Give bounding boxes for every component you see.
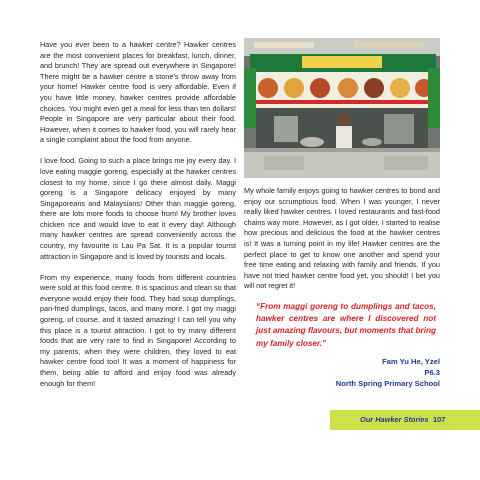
author-name: Fam Yu He, Yzel — [382, 357, 440, 366]
paragraph-2: I love food. Going to such a place brings me joy every day. I love eating maggie goreng, especially at the hawker centres closest to my home, since I go there almost daily. Maggi goreng is a Singapore delicacy enjoyed by many Singaporeans and Malaysians! Other than maggie goreng, there are lots more foods to choose from! My brother loves chicken rice and would love to eat it every day! Although many hawker centres are spread conveniently across the country, my favourite is Lau Pa Sat. It is a popular tourist attraction in Singapore and is loved by tourists and locals. — [40, 156, 236, 261]
author-school: North Spring Primary School — [335, 379, 440, 388]
left-column — [40, 40, 236, 400]
paragraph-4: My whole family enjoys going to hawker centres to bond and enjoy our scrumptious food. When I was younger, I never really liked hawker centres. I loved restaurants and fast-food chains way more. However, as I got older, I started to realise how precious and delicious the food at the hawker centres is! It was a turning point in my life! Hawker centres are the perfect place to get to know one another and spend your free time eating and relaxing with family and friends. If you have not tried hawker centre food yet, you should! I bet you will not regret it! — [244, 186, 440, 291]
author-class: P6.3 — [424, 368, 440, 377]
paragraph-1: Have you ever been to a hawker centre? Hawker centres are the most convenient places for breakfast, lunch, dinner, and brunch! They are spread out everywhere in Singapore! There might be a hawker centre a stone’s throw away from your home! Hawker centre food is very affordable. Even if you have little money, hawker centres provide affordable choices. You might even get a meal for less than ten dollars! People in Singapore are very particular about their food. However, when it comes to hawker food, you will rarely hear a single complaint about the food from anyone. — [40, 40, 236, 145]
paragraph-3: From my experience, many foods from different countries were sold at this food centre. It is spacious and clean so that everyone would enjoy their food. They had soup dumplings, pan-fried dumplings, tacos, and many more. I got my maggi goreng, of course, and it tasted amazing! I can tell you why this place is a tourist attraction. I got to try many different foods that are very rare to find in Singapore! According to my parents, when they were children, they loved to eat hawker centre food too! It was a moment of happiness for them, being able to afford and enjoy food was already enough for them! — [40, 272, 236, 388]
hawker-stall-illustration — [244, 38, 440, 178]
pull-quote: “From maggi goreng to dumplings and tacos, hawker centres are where I discovered not just amazing flavours, but moments that bring my family closer.” — [256, 302, 436, 348]
right-column — [244, 186, 440, 292]
footer-title: Our Hawker Stories — [360, 415, 429, 424]
author-block — [336, 356, 440, 389]
page-number: 107 — [433, 415, 446, 424]
